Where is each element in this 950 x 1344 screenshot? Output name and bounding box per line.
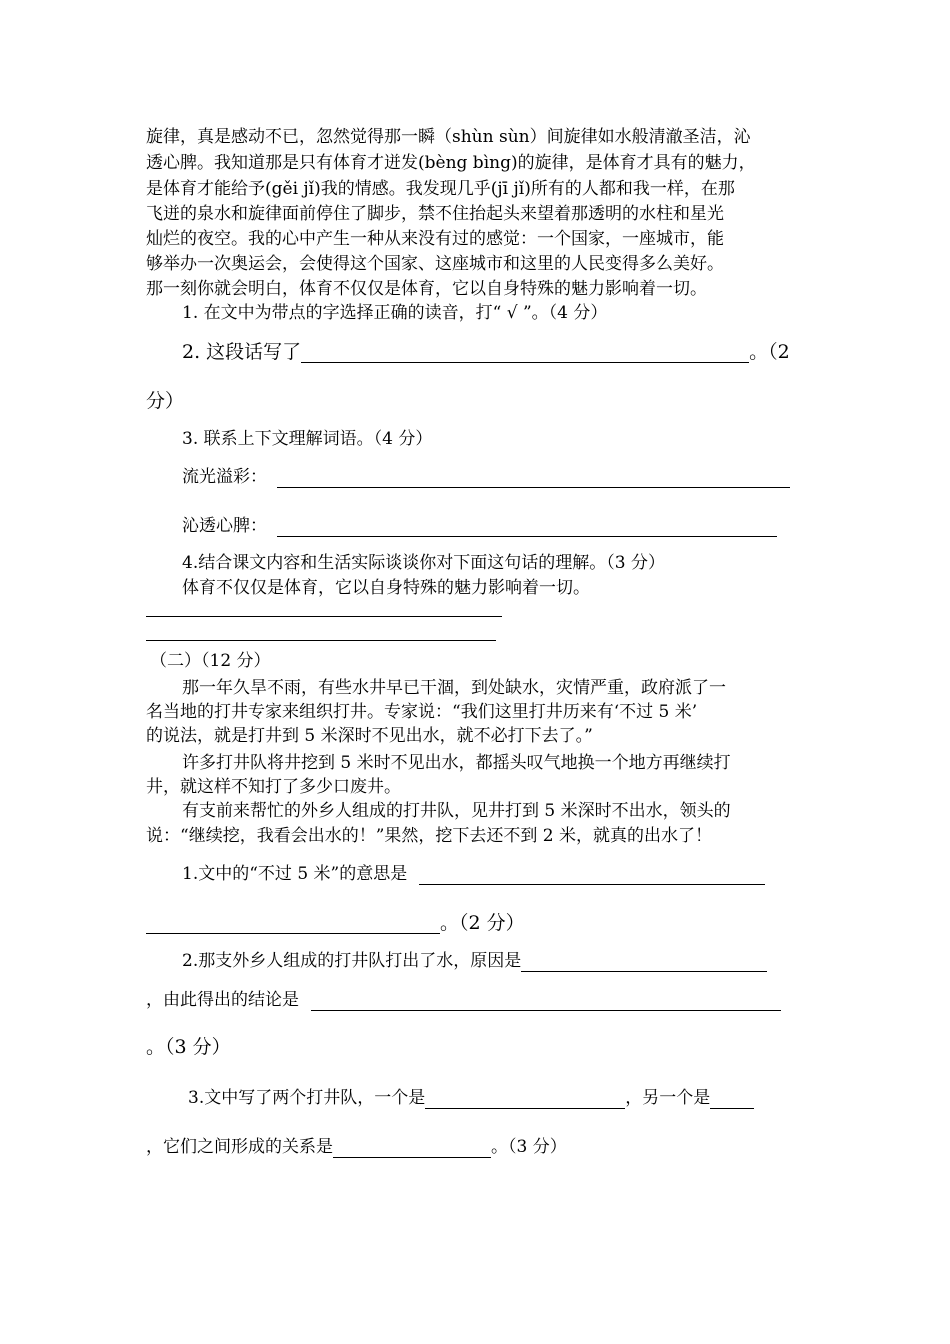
s2-q3-end: 。（3 分） (491, 1137, 567, 1157)
q4-answer-line-1[interactable] (146, 616, 502, 617)
s2-q1-answer-blank-2[interactable] (146, 915, 440, 934)
section2-passage-line-7: 说：“继续挖，我看会出水的！”果然，挖下去还不到 2 米，就真的出水了！ (146, 826, 713, 846)
s2-q1-answer-blank[interactable] (419, 866, 765, 885)
s2-q2-reason-blank[interactable] (521, 953, 767, 972)
q3a-label: 流光溢彩： (182, 467, 267, 487)
s2-q3-team2-blank[interactable] (710, 1090, 754, 1109)
s2-q1-line (182, 863, 765, 885)
passage1-line-3: 是体育才能给予(gěi jǐ)我的情感。我发现几乎(jī jǐ)所有的人都和我一样，在那 (146, 179, 735, 199)
s2-q3-prefix: 3.文中写了两个打井队，一个是 (188, 1088, 426, 1108)
passage1-line-4: 飞迸的泉水和旋律面前停住了脚步，禁不住抬起头来望着那透明的水柱和星光 (146, 204, 724, 224)
section2-passage-line-2: 名当地的打井专家来组织打井。专家说：“我们这里打井历来有‘不过 5 米’ (146, 702, 698, 722)
q2-prefix: 2. 这段话写了 (182, 341, 302, 363)
s2-q1-end: 。（2 分） (440, 912, 525, 934)
q4-quote: 体育不仅仅是体育，它以自身特殊的魅力影响着一切。 (182, 578, 590, 598)
q2-continuation: 分） (146, 390, 185, 412)
q3a-line (182, 466, 790, 488)
s2-q2-end: 。（3 分） (146, 1036, 231, 1058)
s2-q3-relation-blank[interactable] (333, 1139, 491, 1158)
q2-end: 。（2 (749, 341, 790, 363)
passage1-line-7: 那一刻你就会明白，体育不仅仅是体育，它以自身特殊的魅力影响着一切。 (146, 279, 707, 299)
s2-q2-prefix: 2.那支外乡人组成的打井队打出了水，原因是 (182, 951, 522, 971)
section2-passage-line-6: 有支前来帮忙的外乡人组成的打井队，见井打到 5 米深时不出水，领头的 (182, 801, 731, 821)
s2-q2-conclusion-blank[interactable] (311, 992, 781, 1011)
q4-answer-line-2[interactable] (146, 640, 496, 641)
passage1-line-1: 旋律，真是感动不已，忽然觉得那一瞬（shùn sùn）间旋律如水般清澈圣洁，沁 (146, 127, 751, 147)
s2-q2-line2 (146, 989, 781, 1011)
passage1-line-2: 透心脾。我知道那是只有体育才迸发(bèng bìng)的旋律，是体育才具有的魅力， (146, 153, 756, 173)
s2-q3-team1-blank[interactable] (425, 1090, 625, 1109)
passage1-line-6: 够举办一次奥运会，会使得这个国家、这座城市和这里的人民变得多么美好。 (146, 254, 724, 274)
section2-passage-line-1: 那一年久旱不雨，有些水井早已干涸，到处缺水，灾情严重，政府派了一 (182, 678, 726, 698)
q3b-label: 沁透心脾： (182, 516, 267, 536)
s2-q1-prefix: 1.文中的“不过 5 米”的意思是 (182, 864, 408, 884)
q3b-answer-blank[interactable] (277, 518, 777, 537)
section2-passage-line-5: 井，就这样不知打了多少口废井。 (146, 777, 401, 797)
section2-passage-line-4: 许多打井队将井挖到 5 米时不见出水，都摇头叹气地换一个地方再继续打 (182, 753, 731, 773)
s2-q1-line2 (146, 912, 525, 934)
q3a-answer-blank[interactable] (277, 469, 790, 488)
section2-header: （二）（12 分） (150, 651, 271, 671)
q3b-line (182, 515, 777, 537)
q1-text: 1. 在文中为带点的字选择正确的读音，打“ √ ”。（4 分） (182, 303, 608, 323)
s2-q3-mid: ，另一个是 (625, 1088, 711, 1108)
section2-passage-line-3: 的说法，就是打井到 5 米深时不见出水，就不必打下去了。” (146, 726, 593, 746)
s2-q2-line (182, 950, 767, 972)
q4-text: 4.结合课文内容和生活实际谈谈你对下面这句话的理解。（3 分） (182, 553, 665, 573)
q2-answer-blank[interactable] (301, 344, 749, 363)
q3-text: 3. 联系上下文理解词语。（4 分） (182, 429, 433, 449)
s2-q3-line2-prefix: ，它们之间形成的关系是 (146, 1137, 333, 1157)
q2-line (182, 341, 790, 363)
s2-q3-line2 (146, 1136, 567, 1158)
s2-q3-line (188, 1087, 754, 1109)
passage1-line-5: 灿烂的夜空。我的心中产生一种从来没有过的感觉：一个国家，一座城市，能 (146, 229, 724, 249)
s2-q2-mid: ，由此得出的结论是 (146, 990, 299, 1010)
